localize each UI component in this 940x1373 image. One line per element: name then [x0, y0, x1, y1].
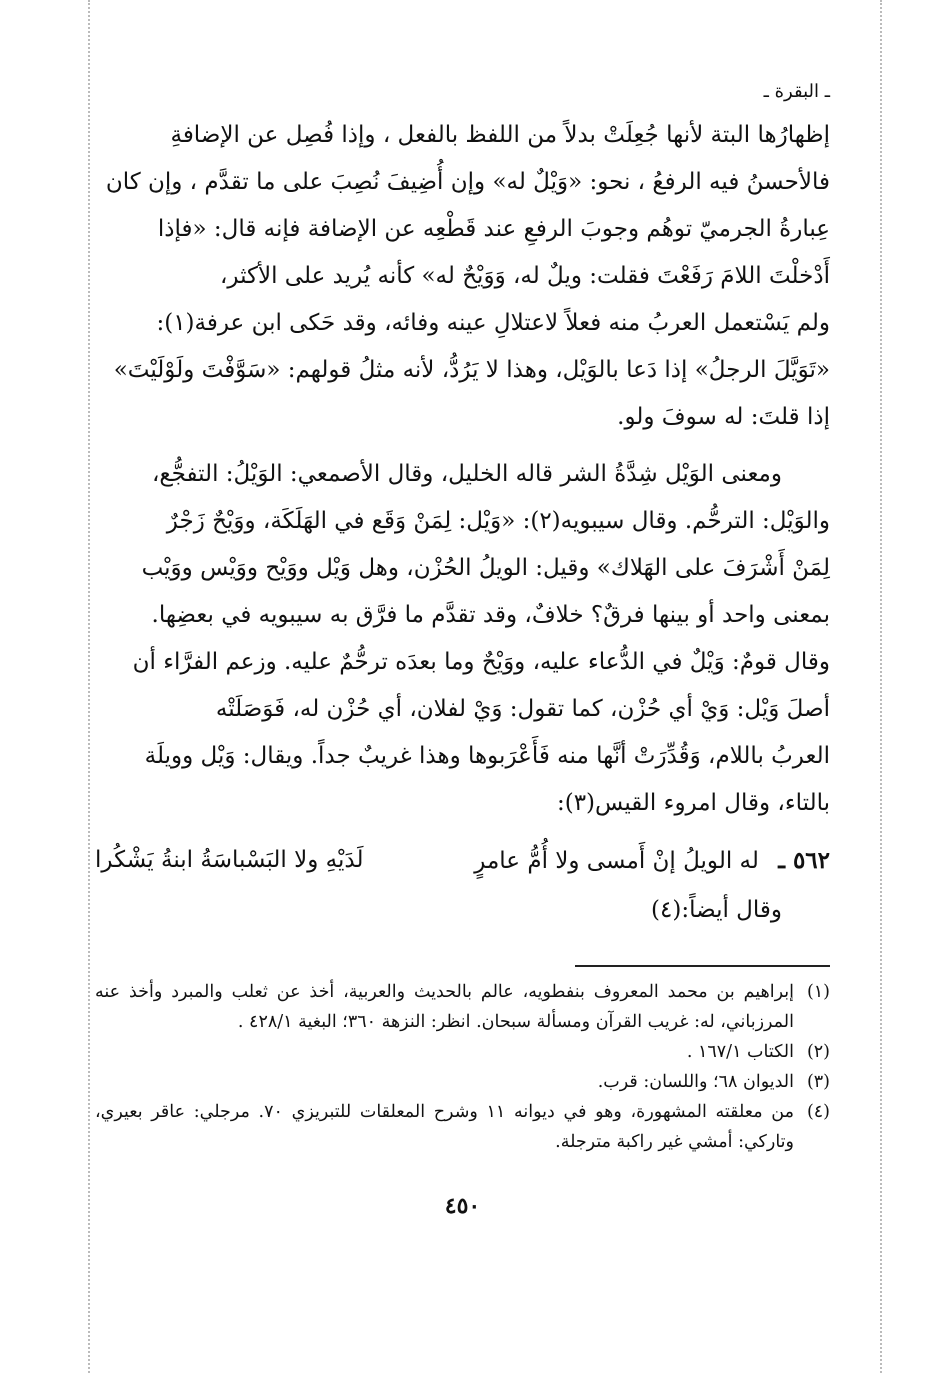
- paragraph-2: [95, 451, 830, 827]
- verse-hemistich-2: لَدَيْهِ ولا البَسْباسَةُ ابنةُ يَشْكُرا: [95, 847, 364, 873]
- text-line: العربُ باللام، وَقُدِّرَتْ أنَّها منه فَأَعْرَبوها وهذا غريبٌ جداً. ويقال: وَيْل وويلَة: [144, 743, 830, 769]
- poetry-verse: [95, 837, 830, 885]
- margin-dots-left: [88, 0, 90, 1373]
- footnote-number: (٢): [806, 1042, 830, 1062]
- verse-hemistich-1: له الويلُ إنْ أَمسى ولا أُمُّ عامرٍ: [474, 848, 759, 874]
- footnote: [95, 977, 830, 1037]
- footnote-text: إبراهيم بن محمد المعروف بنفطويه، عالم بالحديث والعربية، أخذ عن ثعلب والمبرد وأخذ عنه المرزباني، له: غريب القرآن ومسألة سبحان. انظر: النزهة ٣٦٠؛ البغية ٤٢٨/١ .: [95, 982, 794, 1032]
- text-line: ولم يَسْتعمل العربُ منه فعلاً لاعتلالِ عينه وفائه، وقد حَكى ابن عرفة(١):: [156, 310, 830, 336]
- text-line: أَدْخلْتَ اللامَ رَفَعْتَ فقلت: ويلٌ له، وَوَيْحٌ له» كأنه يُريد على الأكثر،: [219, 263, 830, 289]
- text-line: أصلَ وَيْل: وَيْ أي حُزْن، كما تقول: وَيْ لفلان، أي حُزْن له، فَوَصَلَتْه: [215, 696, 830, 722]
- footnote: [95, 1037, 830, 1067]
- footnotes: [95, 977, 830, 1157]
- text-line: عِبارةُ الجرميّ توهُم وجوبَ الرفعِ عند قَطْعِه عن الإضافة فإنه قال: «فإذا: [157, 216, 830, 242]
- running-header: ـ البقرة ـ: [763, 81, 830, 102]
- footnote-number: (٤): [806, 1102, 830, 1122]
- footnote-text: الكتاب ١٦٧/١ .: [686, 1042, 794, 1062]
- footnote-text: من معلقته المشهورة، وهو في ديوانه ١١ وشرح المعلقات للتبريزي ٧٠. مرجلي: عاقر بعيري، وتاركي: أمشي غير راكبة مترجلة.: [95, 1102, 794, 1152]
- verse-number: ٥٦٢ ـ: [778, 847, 830, 874]
- text-line: ومعنى الوَيْل شِدَّةُ الشر قاله الخليل، وقال الأصمعي: الوَيْلُ: التفجُّع،: [151, 461, 782, 487]
- footnote-separator: [575, 965, 830, 967]
- text-line: وقال قومٌ: وَيْلٌ في الدُّعاء عليه، ووَيْحٌ وما بعدَه ترحُّمٌ عليه. وزعم الفرَّاء أن: [132, 649, 830, 675]
- text-line: «تَوَيَّلَ الرجلُ» إذا دَعا بالوَيْل، وهذا لا يَرُدُّ، لأنه مثلُ قولهم: «سَوَّفْتَ ولَوْلَيْتَ»: [113, 357, 830, 383]
- paragraph-1: [95, 112, 830, 441]
- footnote: [95, 1067, 830, 1097]
- footnote-number: (٣): [806, 1072, 830, 1092]
- text-line: فالأحسنُ فيه الرفعُ ، نحو: «وَيْلٌ له» وإن أُضِيفَ نُصِبَ على ما تقدَّم ، وإن كان: [105, 169, 830, 195]
- footnote-number: (١): [806, 982, 830, 1002]
- text-line: بالتاء، وقال امروء القيس(٣):: [556, 790, 830, 816]
- after-verse-line: وقال أيضاً:(٤): [651, 897, 782, 923]
- text-line: لِمَنْ أَشْرَفَ على الهَلاك» وقيل: الويلُ الحُزْن، وهل وَيْل ووَيْح ووَيْس ووَيْب: [141, 555, 830, 581]
- margin-dots-right: [880, 0, 882, 1373]
- text-line: والوَيْل: الترحُّم. وقال سيبويه(٢): «وَيْل: لِمَنْ وَقَع في الهَلَكَة، ووَيْحٌ زَجْرٌ: [166, 508, 830, 534]
- verse-first-half: [474, 837, 830, 885]
- text-line: إظهارُها البتة لأنها جُعِلَتْ بدلاً من اللفظ بالفعل ، وإذا فُصِل عن الإضافةِ: [170, 122, 830, 148]
- footnote: [95, 1097, 830, 1157]
- text-line: بمعنى واحد أو بينها فرقٌ؟ خلافٌ، وقد تقدَّم ما فرَّق به سيبويه في بعضِها.: [151, 602, 830, 628]
- page-number: ٤٥٠: [444, 1193, 481, 1219]
- book-page: [95, 80, 830, 1219]
- text-line: إذا قلتَ: له سوفَ ولو.: [617, 404, 830, 430]
- footnote-text: الديوان ٦٨؛ واللسان: قرب.: [597, 1072, 794, 1092]
